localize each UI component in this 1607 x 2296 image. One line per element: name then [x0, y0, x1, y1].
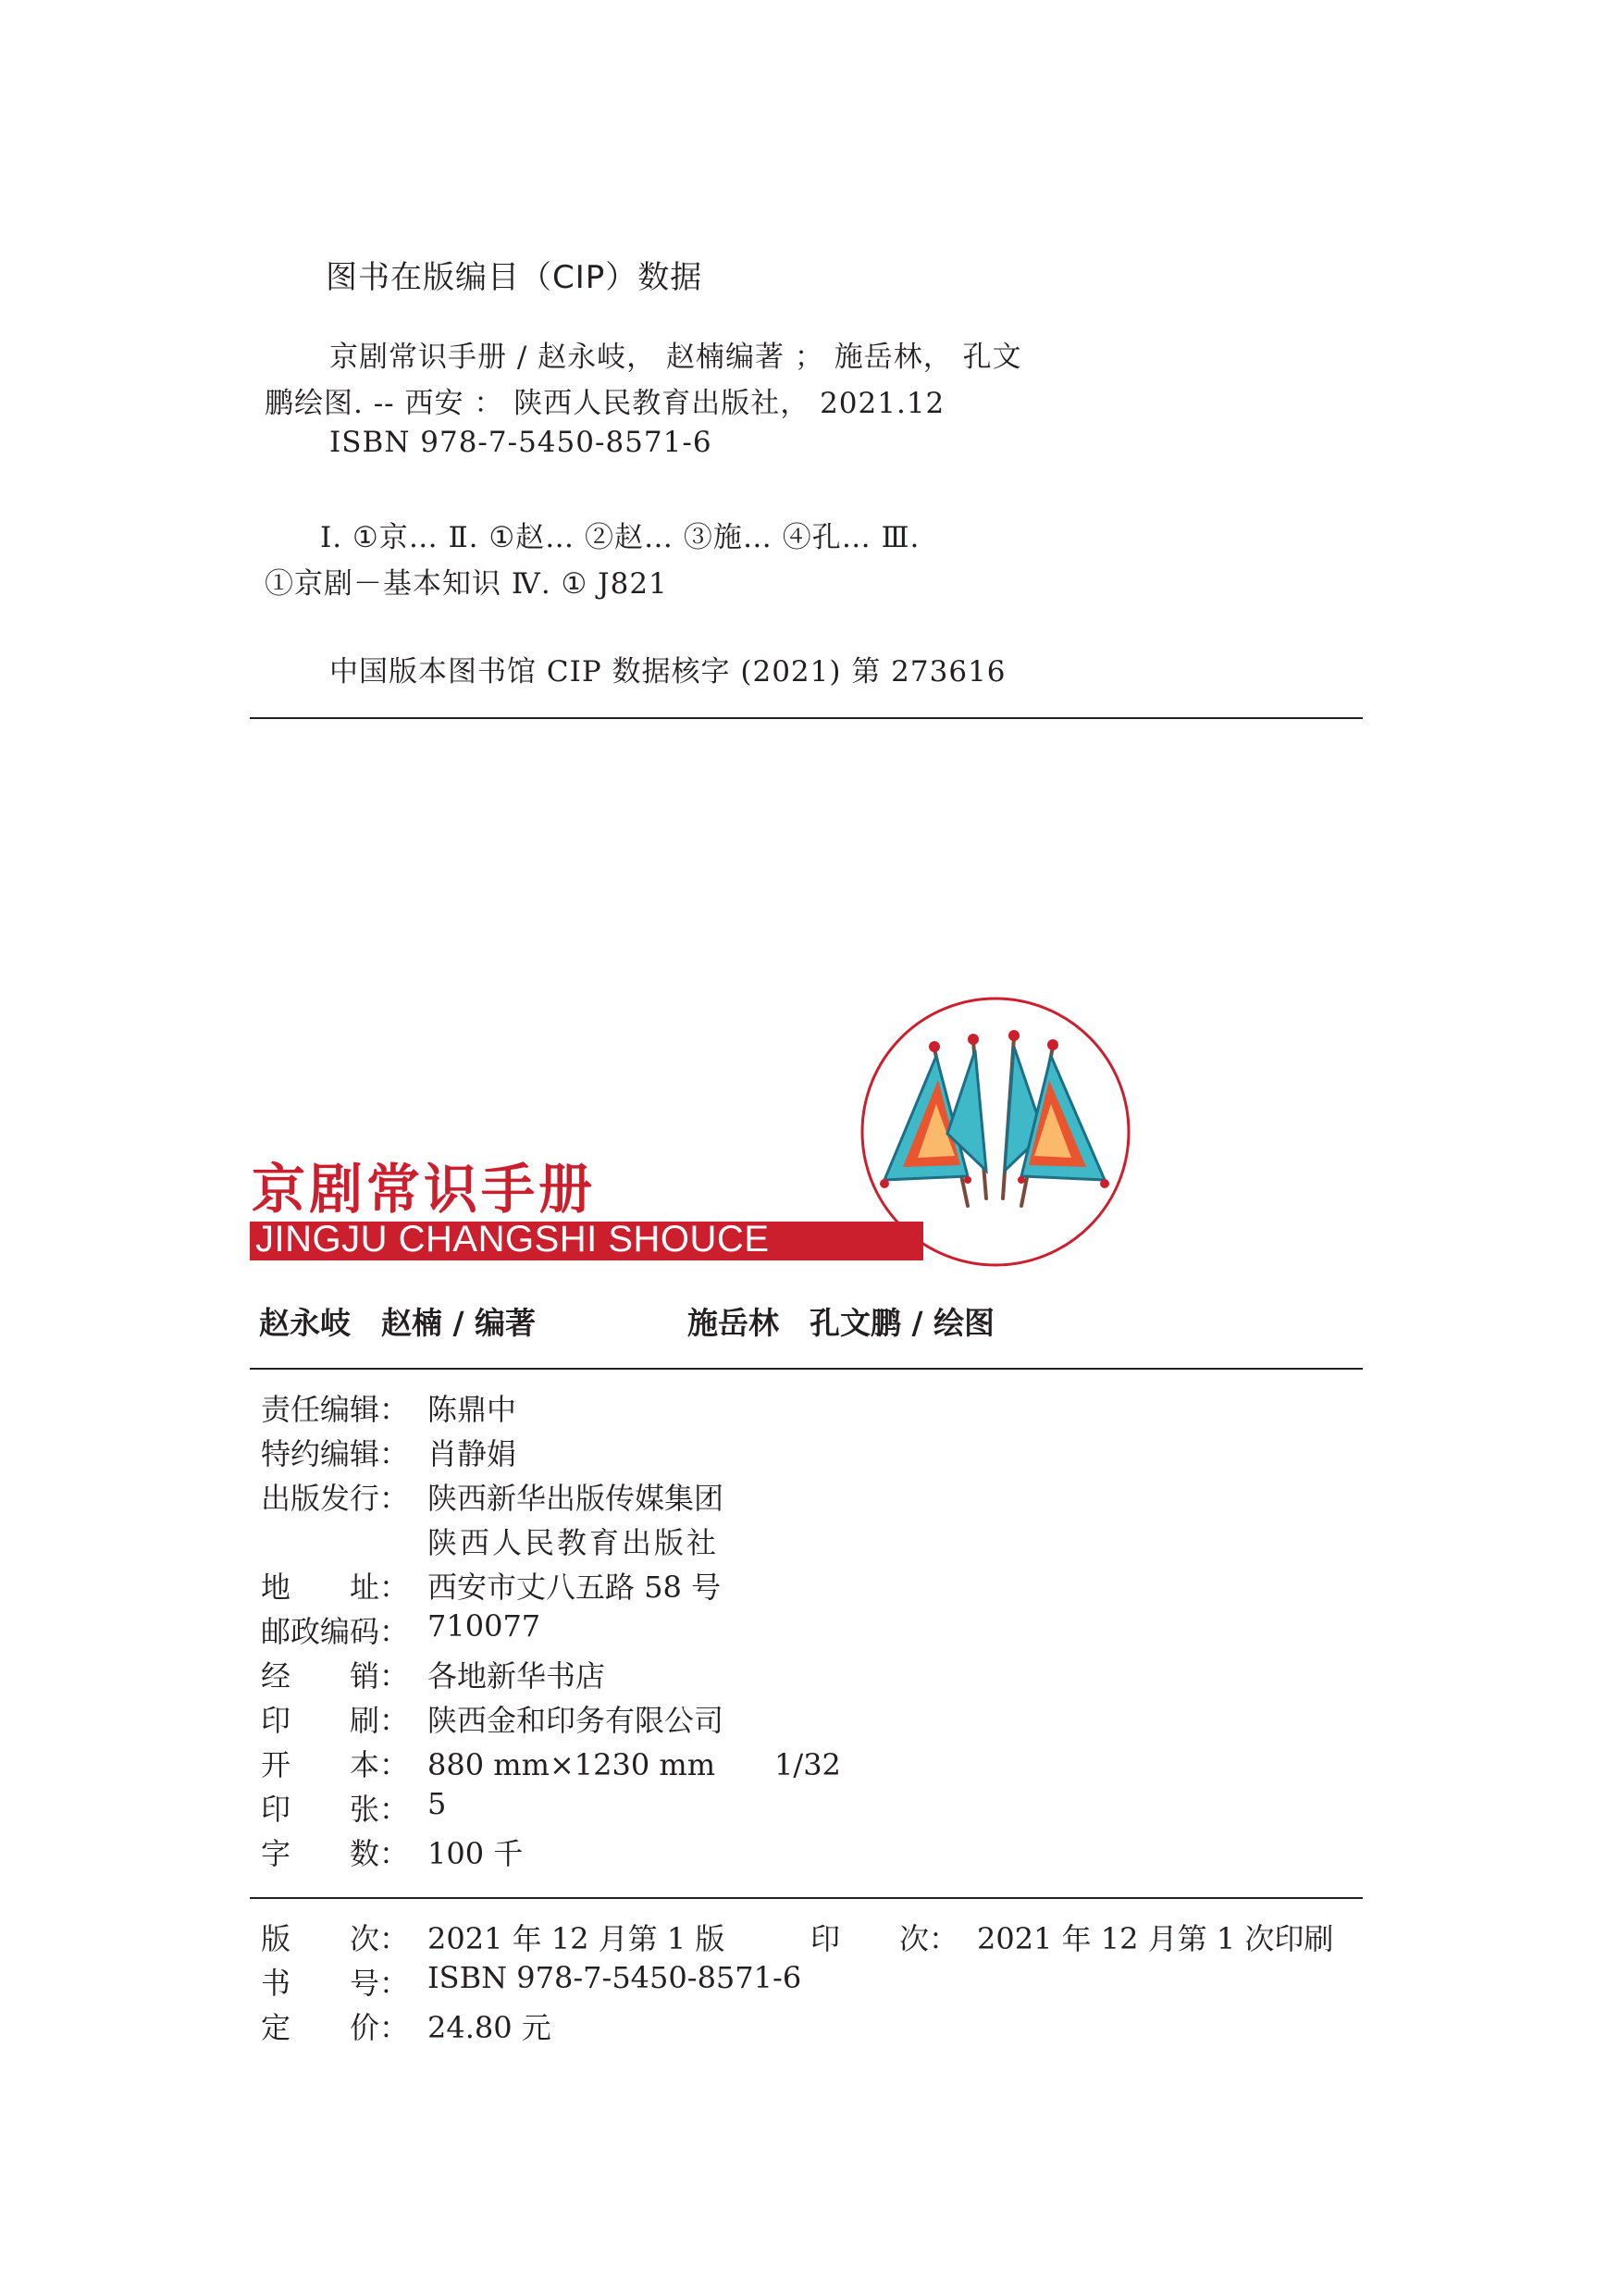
cip-line-4: Ⅰ. ①京… Ⅱ. ①赵… ②赵… ③施… ④孔… Ⅲ.: [320, 521, 921, 554]
info-value: 880 mm×1230 mm 1/32: [427, 1747, 841, 1782]
book-title-pinyin: JINGJU CHANGSHI SHOUCE: [255, 1219, 770, 1260]
edition-info: [261, 1916, 1362, 2054]
info-label: 责任编辑：: [261, 1392, 410, 1427]
info-value: 陈鼎中: [427, 1392, 517, 1427]
cip-divider: [250, 717, 1363, 719]
isbn-label: 书 号：: [261, 1966, 410, 2001]
info-label: 字 数：: [261, 1836, 410, 1871]
info-value: 710077: [427, 1608, 541, 1644]
info-value: 西安市丈八五路 58 号: [427, 1570, 722, 1605]
price-label: 定 价：: [261, 2010, 410, 2045]
printing-label: 印 次：: [810, 1921, 959, 1956]
edition-value: 2021 年 12 月第 1 版: [427, 1921, 725, 1956]
info-label: 开 本：: [261, 1747, 410, 1782]
edition-label: 版 次：: [261, 1921, 410, 1956]
cip-line-5: ①京剧－基本知识 Ⅳ. ① J821: [265, 567, 668, 601]
info-value: 100 千: [427, 1836, 524, 1871]
info-label: 特约编辑：: [261, 1436, 410, 1471]
illustrator-credit: 施岳林 孔文鹏 / 绘图: [687, 1305, 995, 1341]
cip-line-6: 中国版本图书馆 CIP 数据核字 (2021) 第 273616: [329, 655, 1007, 689]
info-value: 各地新华书店: [427, 1658, 606, 1694]
info-label: 印 张：: [261, 1792, 410, 1827]
printing-value: 2021 年 12 月第 1 次印刷: [977, 1921, 1334, 1956]
info-label: 邮政编码：: [261, 1614, 410, 1649]
cip-heading: 图书在版编目（CIP）数据: [326, 259, 703, 296]
info-label: 出版发行：: [261, 1481, 410, 1516]
info-value: 陕西新华出版传媒集团: [427, 1481, 724, 1516]
info-value: 陕西人民教育出版社: [427, 1525, 720, 1560]
isbn-value: ISBN 978-7-5450-8571-6: [427, 1960, 802, 1995]
credits-divider: [250, 1368, 1363, 1370]
info-value: 陕西金和印务有限公司: [427, 1703, 724, 1738]
cip-line-2: 鹏绘图. -- 西安 ： 陕西人民教育出版社， 2021.12: [265, 387, 946, 420]
info-divider: [250, 1897, 1363, 1899]
info-value: 5: [427, 1786, 447, 1821]
info-label: 经 销：: [261, 1658, 410, 1694]
author-credit: 赵永岐 赵楠 / 编著: [259, 1305, 537, 1341]
cip-line-1: 京剧常识手册 / 赵永岐， 赵楠编著 ； 施岳林， 孔文: [329, 341, 1022, 374]
cip-line-3: ISBN 978-7-5450-8571-6: [329, 426, 712, 459]
info-label: 地 址：: [261, 1570, 410, 1605]
publication-info: [261, 1386, 1094, 1886]
info-value: 肖静娟: [427, 1436, 517, 1471]
price-value: 24.80 元: [427, 2010, 551, 2045]
book-title: 京剧常识手册: [252, 1158, 597, 1221]
info-label: 印 刷：: [261, 1703, 410, 1738]
